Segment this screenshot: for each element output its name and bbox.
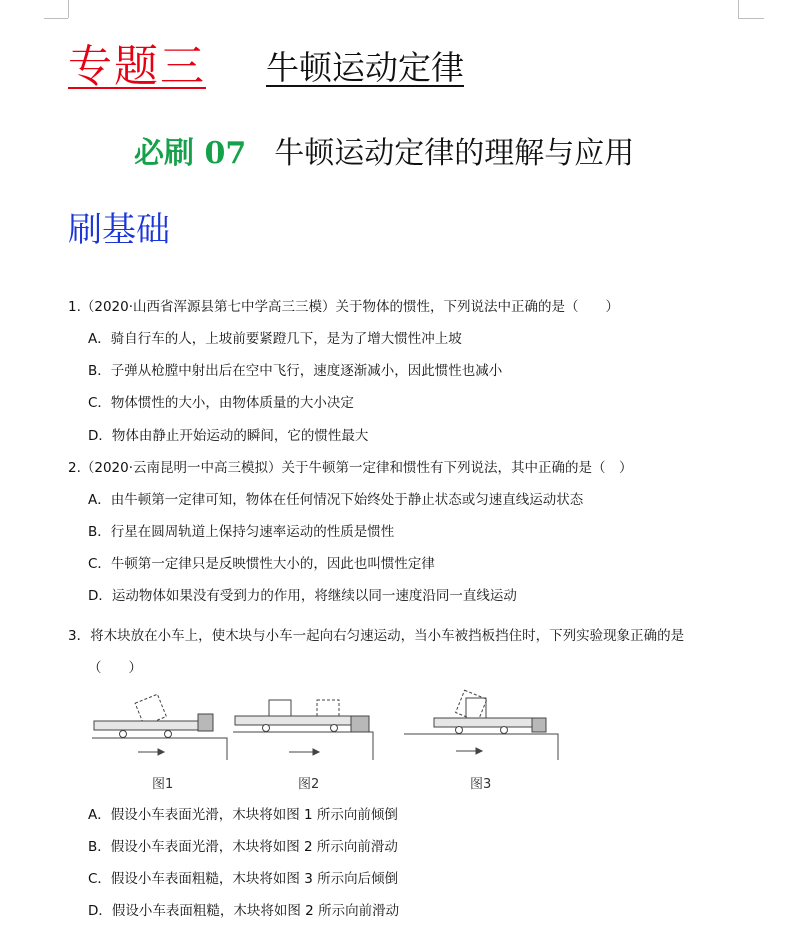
figure-1-caption: 图1	[152, 777, 174, 792]
subheading-tag: 必刷 07	[134, 136, 247, 171]
question-2-option-b: B．行星在圆周轨道上保持匀速率运动的性质是惯性	[88, 524, 395, 540]
question-1-option-d: D．物体由静止开始运动的瞬间，它的惯性最大	[88, 428, 369, 444]
crop-mark	[738, 18, 764, 19]
crop-mark	[44, 18, 68, 19]
cart-figure-1	[92, 694, 227, 760]
subheading-title: 牛顿运动定律的理解与应用	[274, 136, 635, 171]
subheading	[134, 128, 634, 172]
question-1: 1.（2020·山西省浑源县第七中学高三三模）关于物体的惯性，下列说法中正确的是（ ）	[68, 299, 620, 315]
topic-label: 专题三	[68, 41, 206, 92]
question-3-option-b: B．假设小车表面光滑，木块将如图 2 所示向前滑动	[88, 839, 398, 855]
figure-3-caption: 图3	[470, 777, 492, 792]
question-1-option-a: A．骑自行车的人，上坡前要紧蹬几下，是为了增大惯性冲上坡	[88, 331, 462, 347]
figure-1	[88, 684, 233, 764]
question-1-option-b: B．子弹从枪膛中射出后在空中飞行，速度逐渐减小，因此惯性也减小	[88, 363, 503, 379]
figure-2-caption: 图2	[298, 777, 320, 792]
question-3-option-d: D．假设小车表面粗糙，木块将如图 2 所示向前滑动	[88, 903, 400, 919]
topic-title: 牛顿运动定律	[266, 48, 464, 87]
question-2: 2.（2020·云南昆明一中高三模拟）关于牛顿第一定律和惯性有下列说法，其中正确的是（ ）	[68, 460, 633, 476]
question-3-option-a: A．假设小车表面光滑，木块将如图 1 所示向前倾倒	[88, 807, 398, 823]
figure-3	[402, 684, 562, 764]
question-3: 3．将木块放在小车上，使木块与小车一起向右匀速运动，当小车被挡板挡住时，下列实验现象正确的是	[68, 628, 685, 644]
question-3-answer-blank: （ ）	[88, 660, 142, 676]
crop-mark	[738, 0, 739, 18]
question-3-option-c: C．假设小车表面粗糙，木块将如图 3 所示向后倾倒	[88, 871, 399, 887]
figure-2	[231, 684, 391, 764]
section-label: 刷基础	[68, 210, 170, 250]
cart-figure-2	[233, 700, 373, 760]
cart-figure-3	[404, 690, 558, 760]
crop-mark	[68, 0, 69, 18]
question-2-option-c: C．牛顿第一定律只是反映惯性大小的，因此也叫惯性定律	[88, 556, 435, 572]
question-2-option-a: A．由牛顿第一定律可知，物体在任何情况下始终处于静止状态或匀速直线运动状态	[88, 492, 584, 508]
question-2-option-d: D．运动物体如果没有受到力的作用，将继续以同一速度沿同一直线运动	[88, 588, 517, 604]
question-1-option-c: C．物体惯性的大小，由物体质量的大小决定	[88, 395, 354, 411]
